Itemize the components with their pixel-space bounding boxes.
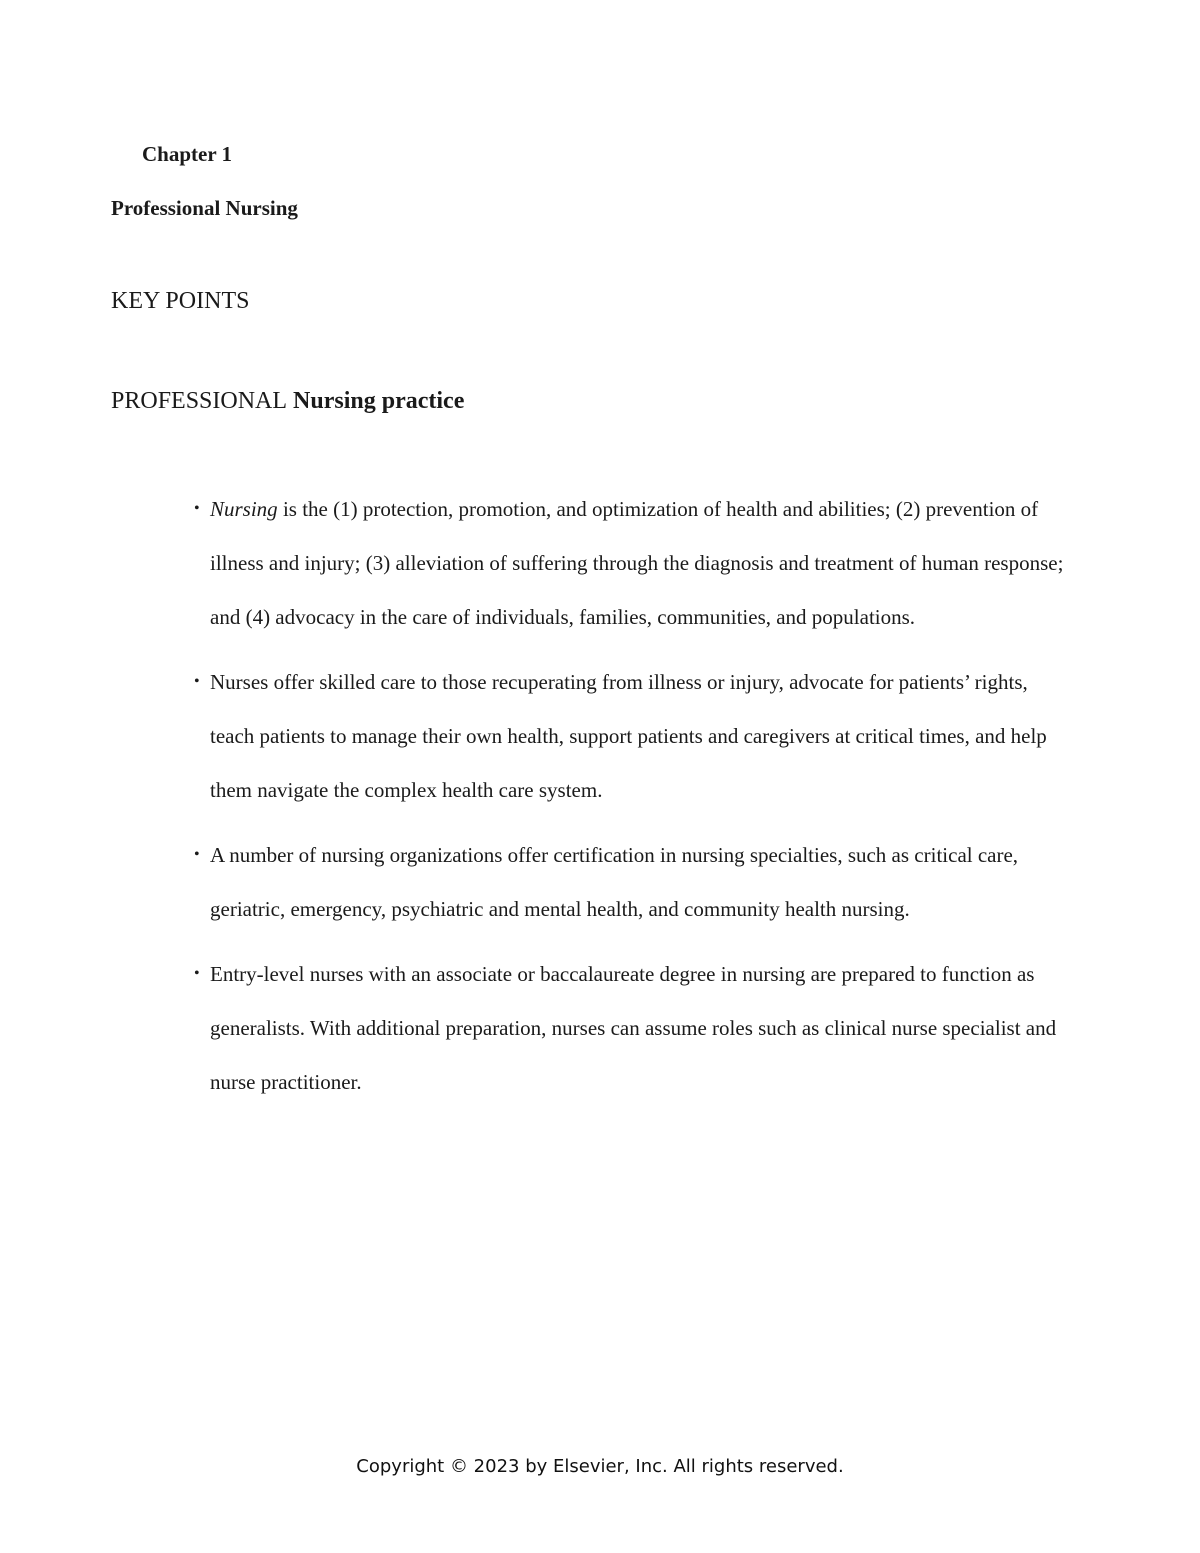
section-heading-upper: PROFESSIONAL [111,388,288,414]
list-item-text: is the (1) protection, promotion, and optimization of health and abilities; (2) prevention of illness and injury; (3) alleviation of suffering through the diagnosis and treatment of human response; and (4) advocacy in the care of individuals, families, communities, and populations. [210,497,1064,629]
italic-term: Nursing [210,497,278,521]
bullet-icon: • [194,965,200,982]
list-item-text: Entry-level nurses with an associate or baccalaureate degree in nursing are prepared to function as generalists. With additional preparation, nurses can assume roles such as clinical nurse specialist and nurse practitioner. [210,962,1057,1094]
list-item-text: A number of nursing organizations offer certification in nursing specialties, such as critical care, geriatric, emergency, psychiatric and mental health, and community health nursing. [210,843,1019,921]
bullet-icon: • [194,673,200,690]
bullet-icon: • [194,846,200,863]
section-heading [111,388,464,415]
list-item [194,482,1074,644]
key-points-heading: KEY POINTS [111,288,250,314]
copyright-footer: Copyright © 2023 by Elsevier, Inc. All rights reserved. [356,1456,844,1477]
bullet-icon: • [194,500,200,517]
list-item [194,828,1074,936]
section-heading-rest: Nursing practice [287,388,465,414]
chapter-label: Chapter 1 [142,142,233,166]
list-item [194,947,1074,1109]
list-item-text: Nurses offer skilled care to those recuperating from illness or injury, advocate for patients’ rights, teach patients to manage their own health, support patients and caregivers at critical times, and help them navigate the complex health care system. [210,670,1047,802]
key-points-list [194,482,1074,1120]
chapter-title: Professional Nursing [111,196,298,220]
list-item [194,655,1074,817]
